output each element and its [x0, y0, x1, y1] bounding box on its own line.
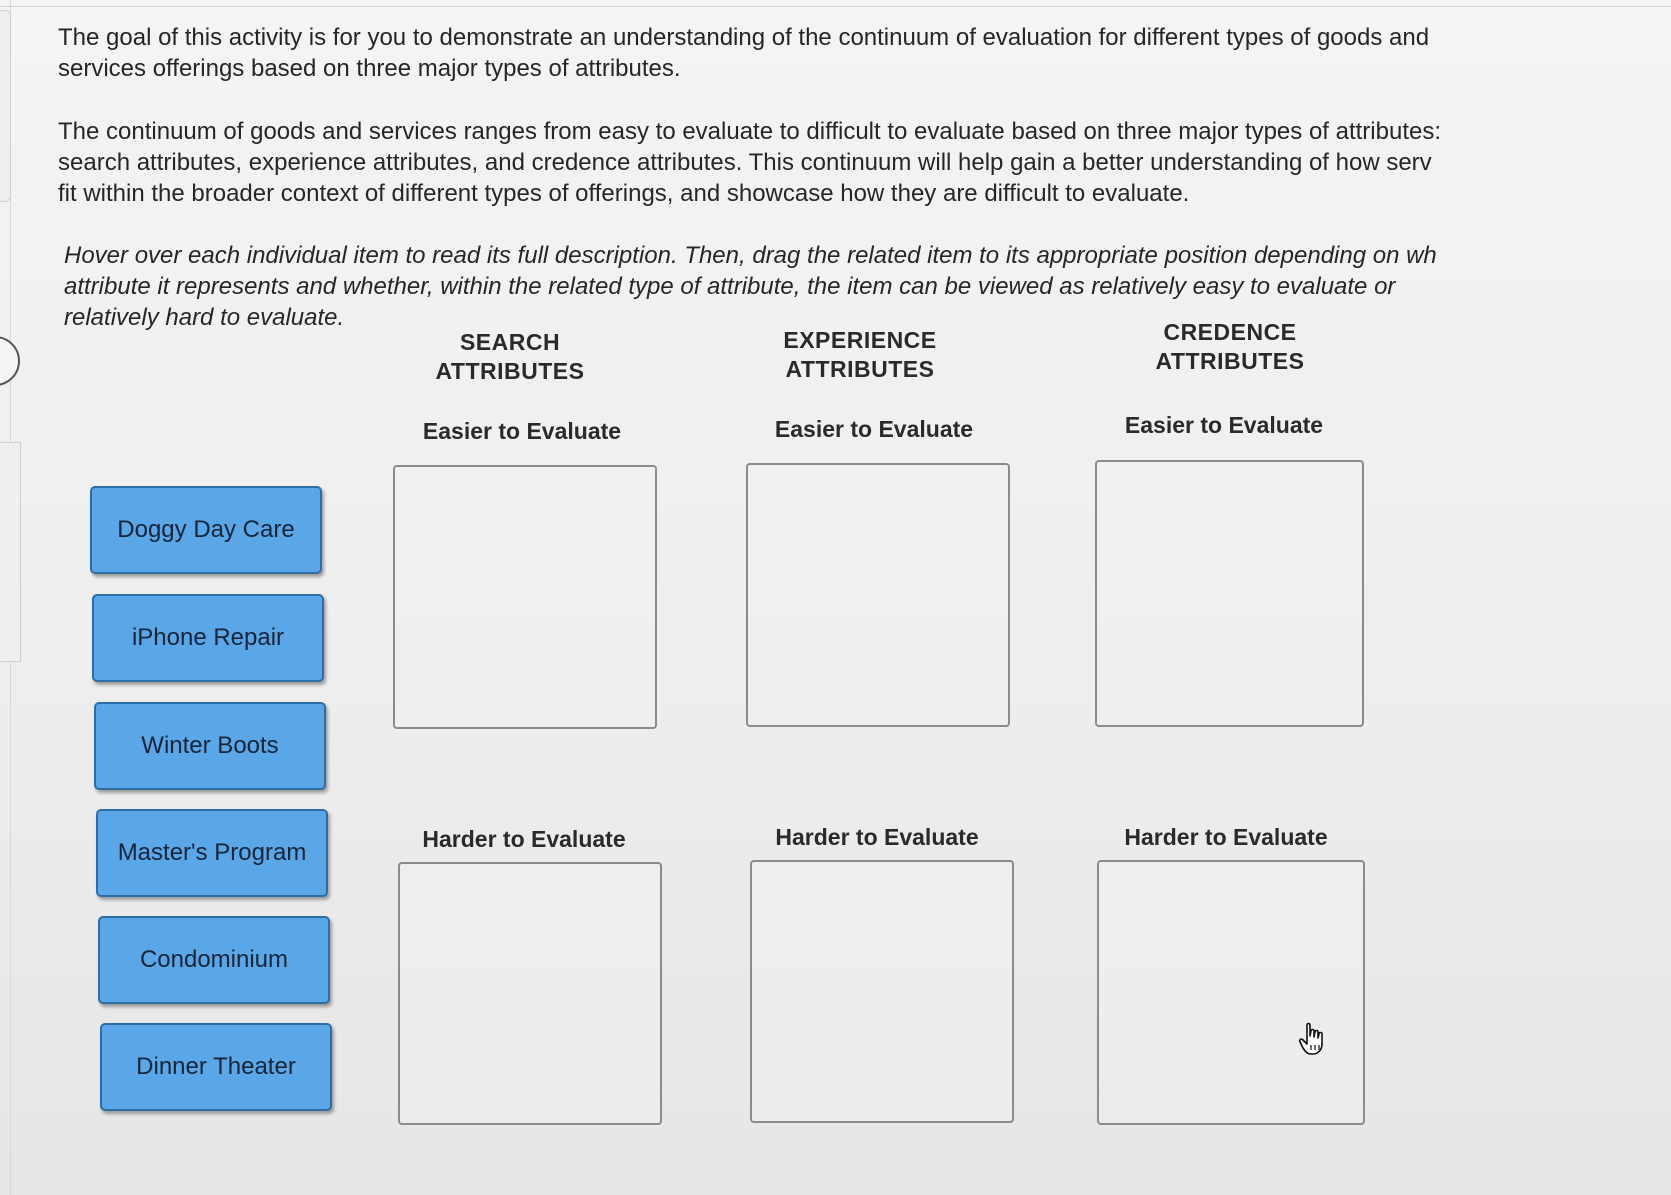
instructions-paragraph-2: [58, 116, 1668, 209]
left-panel-tab-lower[interactable]: [0, 442, 21, 662]
column-title-credence: [1110, 318, 1350, 376]
drag-item-condominium[interactable]: Condominium: [98, 916, 330, 1004]
dropzone-credence-harder[interactable]: [1097, 860, 1365, 1125]
side-toggle-button[interactable]: [0, 336, 20, 386]
dropzone-experience-harder[interactable]: [750, 860, 1014, 1123]
column-title-line: ATTRIBUTES: [785, 356, 935, 382]
dropzone-credence-easier[interactable]: [1095, 460, 1364, 727]
harder-label-credence: Harder to Evaluate: [1124, 824, 1328, 850]
top-divider: [0, 6, 1671, 7]
instruction-line: The goal of this activity is for you to demonstrate an understanding of the continuum of evaluation for different types of goods and: [58, 24, 1430, 51]
column-title-line: ATTRIBUTES: [1155, 348, 1305, 374]
hand-pointer-icon: [1298, 1022, 1328, 1056]
column-title-line: CREDENCE: [1163, 319, 1297, 345]
column-title-line: ATTRIBUTES: [435, 358, 585, 384]
easier-label-experience: Easier to Evaluate: [774, 416, 974, 442]
drag-item-winter-boots[interactable]: Winter Boots: [94, 702, 326, 790]
drag-item-doggy-day-care[interactable]: Doggy Day Care: [90, 486, 322, 574]
instruction-line: Hover over each individual item to read its full description. Then, drag the related item to its appropriate position depending on wh: [64, 242, 1437, 269]
instructions-paragraph-3: [64, 240, 1671, 333]
drag-item-dinner-theater[interactable]: Dinner Theater: [100, 1023, 332, 1111]
instructions-paragraph-1: [58, 22, 1668, 84]
instruction-line: attribute it represents and whether, within the related type of attribute, the item can be viewed as relatively easy to evaluate or: [64, 273, 1396, 300]
easier-label-credence: Easier to Evaluate: [1124, 412, 1324, 438]
instruction-line: search attributes, experience attributes, and credence attributes. This continuum will help gain a better understanding of how serv: [58, 149, 1432, 176]
instruction-line: The continuum of goods and services ranges from easy to evaluate to difficult to evaluate based on three major types of attributes:: [58, 118, 1442, 145]
harder-label-experience: Harder to Evaluate: [775, 824, 979, 850]
drag-item-iphone-repair[interactable]: iPhone Repair: [92, 594, 324, 682]
harder-label-search: Harder to Evaluate: [422, 826, 626, 852]
column-title-line: SEARCH: [459, 329, 561, 355]
dropzone-experience-easier[interactable]: [746, 463, 1010, 727]
dropzone-search-easier[interactable]: [393, 465, 657, 729]
instruction-line: fit within the broader context of different types of offerings, and showcase how they are difficult to evaluate.: [58, 180, 1190, 207]
dropzone-search-harder[interactable]: [398, 862, 662, 1125]
column-title-search: [410, 328, 610, 386]
easier-label-search: Easier to Evaluate: [422, 418, 622, 444]
column-title-line: EXPERIENCE: [783, 327, 937, 353]
drag-item-masters-program[interactable]: Master's Program: [96, 809, 328, 897]
instruction-line: relatively hard to evaluate.: [64, 304, 345, 331]
left-panel-tab[interactable]: [0, 10, 11, 202]
column-title-experience: [740, 326, 980, 384]
instruction-line: services offerings based on three major types of attributes.: [58, 55, 681, 82]
